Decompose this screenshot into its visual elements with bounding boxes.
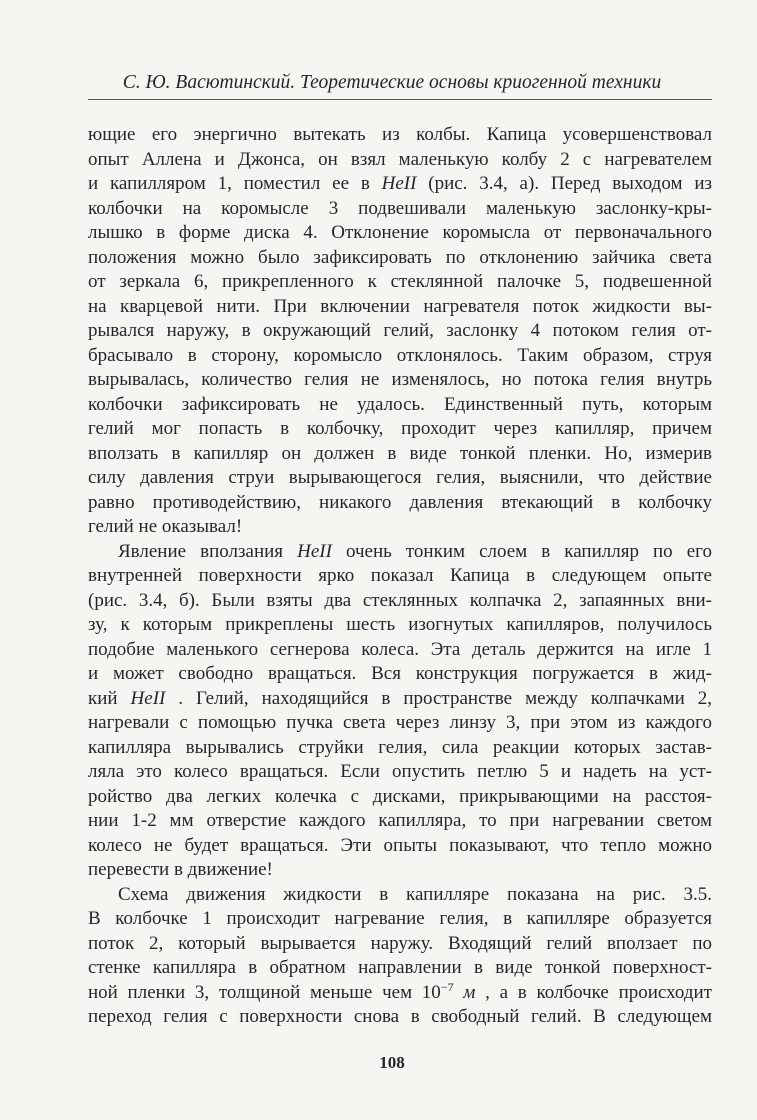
text-run: и может свободно вращаться. Вся конструкция погружается в жид- [88,663,712,684]
text-line [88,393,712,418]
text-line [88,417,712,442]
text-run: (рис. 3.4, а). Перед выходом из [416,173,712,194]
running-header: С. Ю. Васютинский. Теоретические основы криогенной техники [122,72,662,93]
text-line [88,515,712,540]
text-line [88,344,712,369]
text-run: равно противодействию, никакого давления втекающий в колбочку [88,491,712,513]
text-line [88,858,712,883]
text-line [88,785,712,810]
paragraph [88,540,712,883]
text-run: силу давления струи вырывающегося гелия, выяснили, что действие [88,467,712,488]
text-run: положения можно было зафиксировать по отклонению зайчика света [88,246,712,268]
text-run: , а в колбочке происходит [475,981,712,1003]
text-run: на кварцевой нити. При включении нагревателя поток жидкости вы- [88,295,712,317]
text-line [88,662,712,687]
text-run: В колбочке 1 происходит нагревание гелия, в капилляре образуется [88,908,712,929]
text-run: лышко в форме диска 4. Отклонение коромысла от первоначального [88,222,712,243]
text-line [88,638,712,663]
text-line [88,564,712,589]
body-text [88,123,712,1030]
text-run: рывался наружу, в окружающий гелий, заслонку 4 потоком гелия от- [88,320,712,341]
text-run: поток 2, который вырывается наружу. Входящий гелий вползает по [88,932,712,954]
text-run: вползать в капилляр он должен в виде тонкой пленки. Но, измерив [88,442,712,464]
text-run: гелий мог попасть в колбочку, проходит через капилляр, причем [88,418,712,439]
text-line [88,123,712,148]
text-run: ройство два легких колечка с дисками, прикрывающими на расстоя- [88,785,712,807]
text-run: стенке капилляра в обратном направлении в виде тонкой поверхност- [88,957,712,978]
text-line [88,442,712,467]
header-rule [88,99,712,100]
paragraph [88,123,712,540]
text-line [88,246,712,271]
text-line [88,368,712,393]
text-line [88,956,712,981]
text-run: брасывало в сторону, коромысло отклонялось. Таким образом, струя [88,344,712,366]
text-run: (рис. 3.4, б). Были взяты два стеклянных колпачка 2, запаянных вни- [88,589,712,611]
text-run: . Гелий, находящийся в пространстве между колпачками 2, [165,687,712,709]
text-line [88,760,712,785]
text-run: перевести в движение! [88,859,273,880]
text-run: нии 1-2 мм отверстие каждого капилляра, то при нагревании светом [88,810,712,831]
text-run: ной пленки 3, толщиной меньше чем 10 [88,981,441,1003]
paragraph [88,883,712,1030]
italic-term: HeII [130,687,166,709]
text-line [88,540,712,565]
text-run: колесо не будет вращаться. Эти опыты показывают, что тепло можно [88,834,712,856]
text-line [88,981,712,1006]
text-line [88,809,712,834]
text-run: подобие маленького сегнерова колеса. Эта деталь держится на игле 1 [88,638,712,660]
text-run: зу, к которым прикреплены шесть изогнутых капилляров, получилось [88,614,712,635]
text-line [88,834,712,859]
text-run: ющие его энергично вытекать из колбы. Капица усовершенствовал [88,124,712,145]
text-run: гелий не оказывал! [88,516,243,537]
text-run: переход гелия с поверхности снова в свободный гелий. В следующем [88,1006,712,1027]
italic-term: HeII [297,540,332,562]
text-line [88,883,712,908]
text-run: внутренней поверхности ярко показал Капица в следующем опыте [88,565,712,586]
text-line [88,491,712,516]
text-run: колбочки зафиксировать не удалось. Единственный путь, которым [88,393,712,415]
text-line [88,711,712,736]
superscript: −7 [440,979,454,994]
text-line [88,907,712,932]
text-run: очень тонким слоем в капилляр по его [331,540,712,562]
text-line [88,221,712,246]
text-line [88,589,712,614]
text-run: ляла это колесо вращаться. Если опустить петлю 5 и надеть на уст- [88,761,712,782]
text-line [88,319,712,344]
text-run: Схема движения жидкости в капилляре показана на рис. 3.5. [118,883,712,905]
text-line [88,466,712,491]
text-run: кий [88,687,131,709]
text-line [88,295,712,320]
text-run: нагревали с помощью пучка света через линзу 3, при этом из каждого [88,712,712,733]
text-run: колбочки на коромысле 3 подвешивали маленькую заслонку-кры- [88,197,712,219]
text-line [88,932,712,957]
text-run: Явление вползания [118,540,298,562]
text-line [88,687,712,712]
text-line [88,197,712,222]
text-line [88,736,712,761]
page-number: 108 [379,1053,405,1072]
text-run: опыт Аллена и Джонса, он взял маленькую колбу 2 с нагревателем [88,148,712,170]
text-line [88,172,712,197]
text-run: капилляра вырывались струйки гелия, сила реакции которых застав- [88,736,712,758]
italic-term: HeII [381,173,417,194]
italic-term: м [453,981,476,1003]
text-line [88,148,712,173]
text-run: и капилляром 1, поместил ее в [88,173,382,194]
text-line [88,270,712,295]
text-run: вырывалась, количество гелия не изменялось, но потока гелия внутрь [88,369,712,390]
text-run: от зеркала 6, прикрепленного к стеклянной палочке 5, подвешенной [88,271,712,292]
text-line [88,1005,712,1030]
text-line [88,613,712,638]
